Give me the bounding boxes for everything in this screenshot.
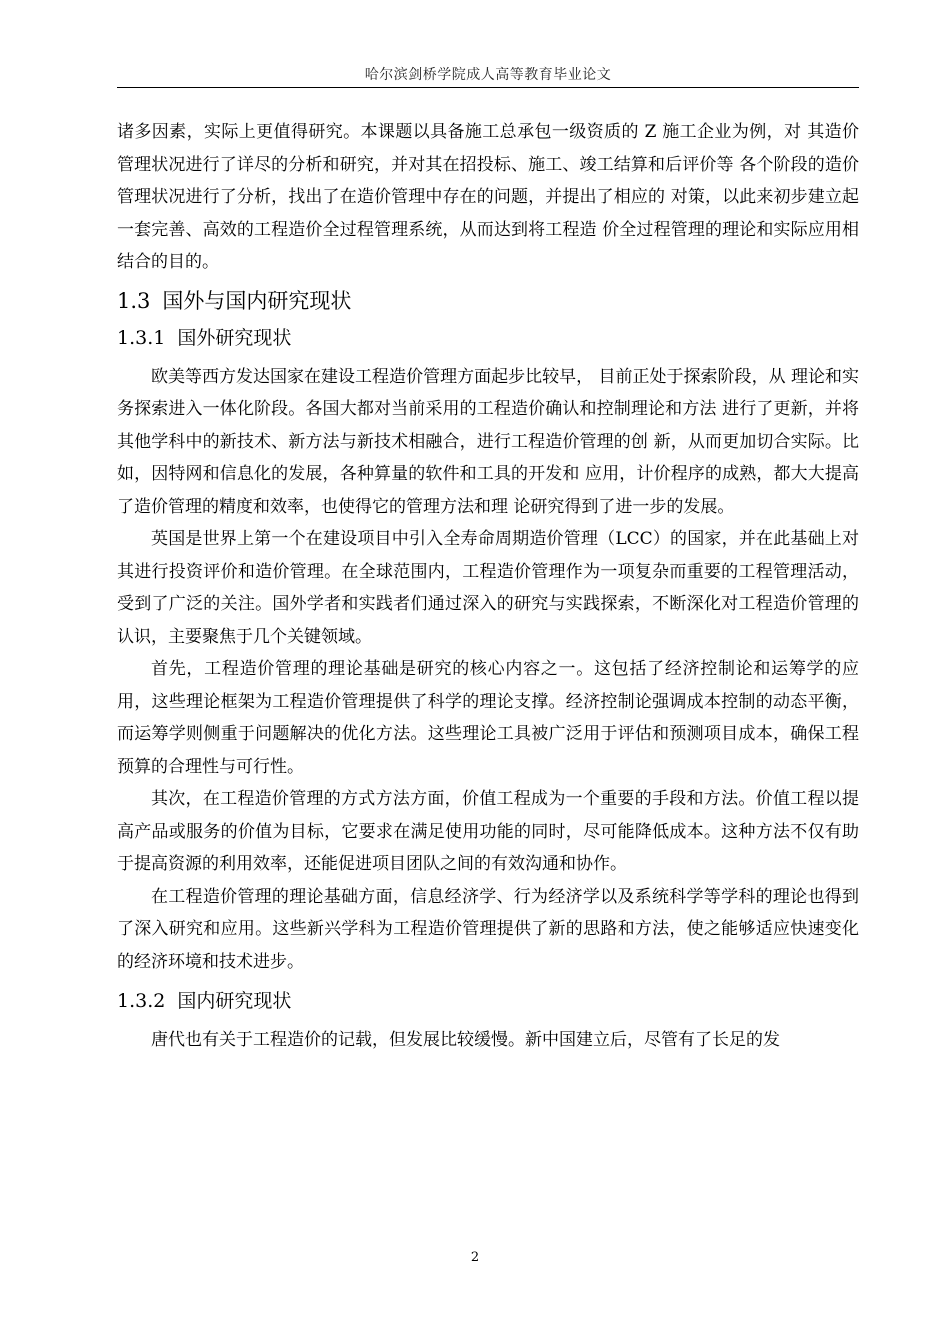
subsection-number: 1.3.1 (117, 326, 166, 349)
header-divider (117, 87, 859, 88)
body-paragraph: 英国是世界上第一个在建设项目中引入全寿命周期造价管理（LCC）的国家，并在此基础上对其进行投资评价和造价管理。在全球范围内，工程造价管理作为一项复杂而重要的工程管理活动，受到了广泛的关注。国外学者和实践者们通过深入的研究与实践探索，不断深化对工程造价管理的认识，主要聚焦于几个关键领域。 (117, 529, 859, 647)
section-heading-1-3 (117, 287, 859, 315)
subsection-number: 1.3.2 (117, 990, 166, 1012)
page-body (117, 116, 859, 1057)
body-paragraph: 在工程造价管理的理论基础方面，信息经济学、行为经济学以及系统科学等学科的理论也得到了深入研究和应用。这些新兴学科为工程造价管理提供了新的思路和方法，使之能够适应快速变化的经济环境和技术进步。 (117, 886, 859, 972)
body-paragraph: 欧美等西方发达国家在建设工程造价管理方面起步比较早， 目前正处于探索阶段，从 理论和实务探索进入一体化阶段。各国大都对当前采用的工程造价确认和控制理论和方法 进行了更新，并将其他学科中的新技术、新方法与新技术相融合，进行工程造价管理的创 新，从而更加切合实际。比如，因特网和信息化的发展，各种算量的软件和工具的开发和 应用，计价程序的成熟，都大大提高了造价管理的精度和效率，也使得它的管理方法和理 论研究得到了进一步的发展。 (117, 366, 859, 517)
subsection-title: 国外研究现状 (177, 326, 292, 349)
body-paragraph: 唐代也有关于工程造价的记载，但发展比较缓慢。新中国建立后，尽管有了长足的发 (151, 1030, 780, 1050)
body-paragraph: 首先，工程造价管理的理论基础是研究的核心内容之一。这包括了经济控制论和运筹学的应用，这些理论框架为工程造价管理提供了科学的理论支撑。经济控制论强调成本控制的动态平衡，而运筹学则侧重于问题解决的优化方法。这些理论工具被广泛用于评估和预测项目成本，确保工程预算的合理性与可行性。 (117, 659, 859, 777)
intro-paragraph: 诸多因素，实际上更值得研究。本课题以具备施工总承包一级资质的 Z 施工企业为例，对 其造价管理状况进行了详尽的分析和研究，并对其在招投标、施工、竣工结算和后评价等 各个阶段的造价管理状况进行了分析，找出了在造价管理中存在的问题，并提出了相应的 对策，以此来初步建立起一套完善、高效的工程造价全过程管理系统，从而达到将工程造 价全过程管理的理论和实际应用相结合的目的。 (117, 122, 859, 272)
subsection-heading-1-3-1 (117, 325, 859, 351)
page-number: 2 (470, 1250, 480, 1265)
subsection-heading-1-3-2 (117, 988, 859, 1014)
section-title: 国外与国内研究现状 (162, 288, 352, 313)
section-number: 1.3 (117, 288, 151, 313)
subsection-title: 国内研究现状 (177, 990, 292, 1012)
body-paragraph: 其次，在工程造价管理的方式方法方面，价值工程成为一个重要的手段和方法。价值工程以提高产品或服务的价值为目标，它要求在满足使用功能的同时，尽可能降低成本。这种方法不仅有助于提高资源的利用效率，还能促进项目团队之间的有效沟通和协作。 (117, 789, 859, 874)
page-header: 哈尔滨剑桥学院成人高等教育毕业论文 (364, 67, 612, 83)
